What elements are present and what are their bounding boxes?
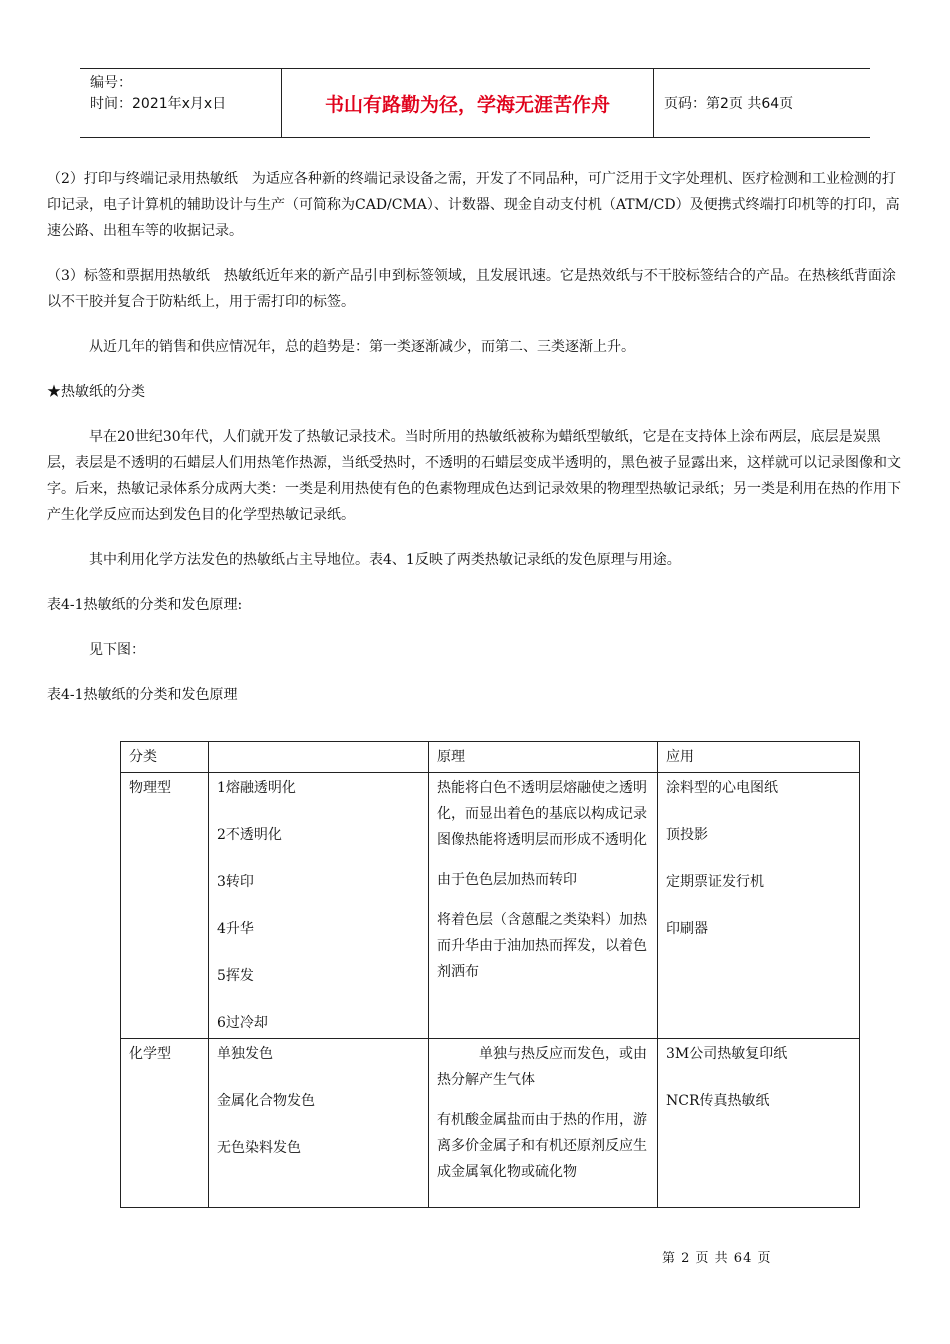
page-header [80,68,870,138]
subtypes-physical [209,773,429,1039]
principle-item: 将着色层（含蒽醌之类染料）加热而升华由于油加热而挥发，以着色剂洒布 [437,912,647,980]
application-item: NCR传真热敏纸 [666,1093,770,1109]
table-row-physical [121,773,860,1039]
application-item: 涂料型的心电图纸 [666,780,778,796]
table-row-chemical [121,1039,860,1208]
header-motto: 书山有路勤为径，学海无涯苦作舟 [281,69,654,137]
subtypes-chemical [209,1039,429,1208]
principle-item: 有机酸金属盐而由于热的作用，游离多价金属子和有机还原剂反应生成金属氧化物或硫化物 [437,1112,647,1180]
document-body [47,166,902,708]
section-heading-classification: ★热敏纸的分类 [47,384,145,400]
application-item: 定期票证发行机 [666,874,764,890]
header-principle: 原理 [429,742,658,773]
principles-chemical [429,1039,658,1208]
paragraph-chemical-dominance: 其中利用化学方法发色的热敏纸占主导地位。表4、1反映了两类热敏记录纸的发色原理与用途。 [89,552,681,568]
category-physical: 物理型 [121,773,209,1039]
time-label: 时间：2021年x月x日 [90,96,227,112]
subtype-item: 5挥发 [217,968,254,984]
applications-physical [658,773,860,1039]
classification-table [120,741,860,1208]
page-footer: 第 2 页 共 64 页 [662,1251,772,1266]
table-caption-2: 表4-1热敏纸的分类和发色原理 [47,687,238,703]
header-category: 分类 [121,742,209,773]
subtype-item: 金属化合物发色 [217,1093,315,1109]
header-subtype [209,742,429,773]
paragraph-trend: 从近几年的销售和供应情况年，总的趋势是：第一类逐渐减少，而第二、三类逐渐上升。 [89,339,635,355]
header-application: 应用 [658,742,860,773]
header-meta [80,69,281,137]
applications-chemical [658,1039,860,1208]
principles-physical [429,773,658,1039]
paragraph-terminal-paper: （2）打印与终端记录用热敏纸 为适应各种新的终端记录设备之需，开发了不同品种，可广泛用于文字处理机、医疗检测和工业检测的打印记录，电子计算机的辅助设计与生产（可简称为CAD/CMA）、计数器、现金自动支付机（ATM/CD）及便携式终端打印机等的打印，高速公路、出租车等的收据记录。 [47,171,900,239]
subtype-item: 单独发色 [217,1046,273,1062]
subtype-item: 1熔融透明化 [217,780,296,796]
application-item: 3M公司热敏复印纸 [666,1046,788,1062]
category-chemical: 化学型 [121,1039,209,1208]
application-item: 印刷器 [666,921,708,937]
subtype-item: 3转印 [217,874,254,890]
subtype-item: 4升华 [217,921,254,937]
paragraph-label-paper: （3）标签和票据用热敏纸 热敏纸近年来的新产品引申到标签领域，且发展讯速。它是热效纸与不干胶标签结合的产品。在热核纸背面涂以不干胶并复合于防粘纸上，用于需打印的标签。 [47,268,896,310]
table-header-row [121,742,860,773]
paragraph-see-below: 见下图： [89,642,145,658]
header-page-info: 页码：第2页 共64页 [664,96,794,112]
table-caption-1: 表4-1热敏纸的分类和发色原理: [47,597,243,613]
subtype-item: 无色染料发色 [217,1140,301,1156]
principle-item: 由于色色层加热而转印 [437,872,577,888]
principle-item: 单独与热反应而发色，或由热分解产生气体 [437,1046,647,1088]
subtype-item: 6过冷却 [217,1015,268,1031]
number-label: 编号： [90,75,132,91]
principle-item: 热能将白色不透明层熔融使之透明化，而显出着色的基底以构成记录图像热能将透明层而形成不透明化 [437,780,647,848]
subtype-item: 2不透明化 [217,827,282,843]
application-item: 顶投影 [666,827,708,843]
paragraph-history: 早在20世纪30年代，人们就开发了热敏记录技术。当时所用的热敏纸被称为蜡纸型敏纸，它是在支持体上涂布两层，底层是炭黑层，表层是不透明的石蜡层人们用热笔作热源，当纸受热时，不透明的石蜡层变成半透明的，黑色被子显露出来，这样就可以记录图像和文字。后来，热敏记录体系分成两大类：一类是利用热使有色的色素物理成色达到记录效果的物理型热敏记录纸；另一类是利用在热的作用下产生化学反应而达到发色目的化学型热敏记录纸。 [47,429,901,523]
